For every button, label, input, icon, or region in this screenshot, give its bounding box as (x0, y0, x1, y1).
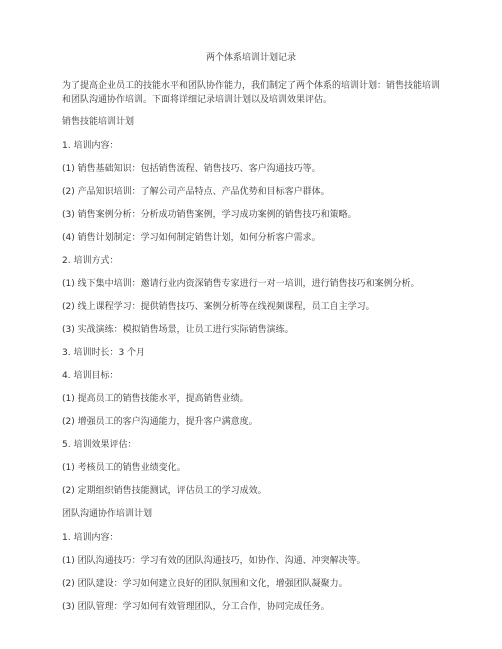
team-content-item: (3) 团队管理：学习如何有效管理团队，分工合作，协同完成任务。 (62, 602, 330, 612)
sales-goal-heading: 4. 培训目标： (62, 371, 119, 381)
sales-content-heading: 1. 培训内容： (62, 141, 119, 151)
sales-eval-item: (2) 定期组织销售技能测试，评估员工的学习成效。 (62, 486, 267, 496)
sales-content-item: (3) 销售案例分析：分析成功销售案例，学习成功案例的销售技巧和策略。 (62, 210, 357, 220)
sales-method-item: (2) 线上课程学习：提供销售技巧、案例分析等在线视频课程，员工自主学习。 (62, 302, 375, 312)
intro-paragraph: 为了提高企业员工的技能水平和团队协作能力，我们制定了两个体系的培训计划：销售技能培训和团队沟通协作培训。下面将详细记录培训计划以及培训效果评估。 (62, 81, 441, 105)
section-heading-sales: 销售技能培训计划 (62, 117, 135, 127)
team-content-item: (1) 团队沟通技巧：学习有效的团队沟通技巧，如协作、沟通、冲突解决等。 (62, 556, 366, 566)
sales-method-item: (1) 线下集中培训：邀请行业内资深销售专家进行一对一培训，进行销售技巧和案例分析。 (62, 279, 420, 289)
sales-content-item: (2) 产品知识培训：了解公司产品特点、产品优势和目标客户群体。 (62, 187, 330, 197)
section-heading-team: 团队沟通协作培训计划 (62, 509, 153, 519)
sales-goal-item: (1) 提高员工的销售技能水平，提高销售业绩。 (62, 394, 249, 404)
sales-method-heading: 2. 培训方式： (62, 256, 119, 266)
team-content-heading: 1. 培训内容： (62, 533, 119, 543)
sales-eval-heading: 5. 培训效果评估： (62, 440, 137, 450)
sales-content-item: (4) 销售计划制定：学习如何制定销售计划，如何分析客户需求。 (62, 233, 321, 243)
team-content-item: (2) 团队建设：学习如何建立良好的团队氛围和文化，增强团队凝聚力。 (62, 579, 348, 589)
sales-eval-item: (1) 考核员工的销售业绩变化。 (62, 463, 186, 473)
sales-content-item: (1) 销售基础知识：包括销售流程、销售技巧、客户沟通技巧等。 (62, 164, 321, 174)
sales-goal-item: (2) 增强员工的客户沟通能力，提升客户满意度。 (62, 417, 258, 427)
sales-duration: 3. 培训时长：3 个月 (62, 348, 146, 358)
sales-method-item: (3) 实战演练：模拟销售场景，让员工进行实际销售演练。 (62, 325, 294, 335)
document-title: 两个体系培训计划记录 (205, 53, 296, 63)
